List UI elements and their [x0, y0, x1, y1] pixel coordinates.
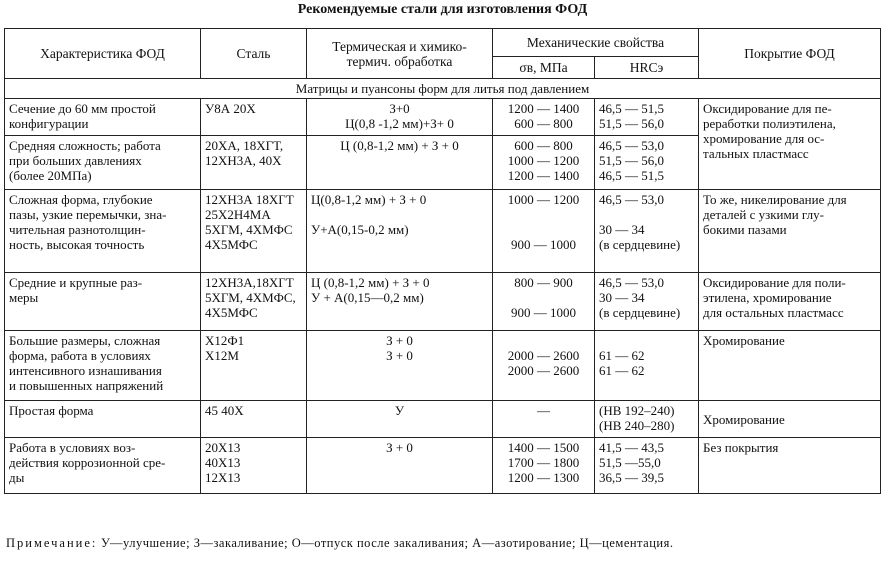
- cell-coating: То же, никелирование для деталей с узкими глу- бокими пазами: [699, 190, 881, 273]
- header-steel: Сталь: [201, 29, 307, 79]
- cell-steel: 12ХН3А,18ХГТ 5ХГМ, 4ХМФС, 4Х5МФС: [201, 273, 307, 331]
- header-coating: Покрытие ФОД: [699, 29, 881, 79]
- section-heading: Матрицы и пуансоны форм для литья под давлением: [5, 79, 881, 99]
- footnote-text: У—улучшение; З—закаливание; О—отпуск после закаливания; А—азотирование; Ц—цементация.: [97, 536, 674, 550]
- cell-sigma: —: [493, 401, 595, 438]
- cell-coating: Хромирование: [699, 401, 881, 438]
- cell-hrc: 46,5 — 51,5 51,5 — 56,0: [595, 99, 699, 136]
- page-title: Рекомендуемые стали для изготовления ФОД: [297, 2, 588, 17]
- cell-hrc: 46,5 — 53,0 51,5 — 56,0 46,5 — 51,5: [595, 136, 699, 190]
- cell-treatment: З+0 Ц(0,8 -1,2 мм)+З+ 0: [307, 99, 493, 136]
- cell-hrc: 46,5 — 53,0 30 — 34 (в сердцевине): [595, 190, 699, 273]
- cell-characteristic: Средняя сложность; работа при больших давлениях (более 20МПа): [5, 136, 201, 190]
- cell-coating: Без покрытия: [699, 438, 881, 494]
- footnote: [6, 536, 673, 551]
- footnote-label: Примечание:: [6, 536, 98, 550]
- cell-hrc: 61 — 62 61 — 62: [595, 331, 699, 401]
- steel-table: [4, 28, 881, 494]
- cell-sigma: 800 — 900 900 — 1000: [493, 273, 595, 331]
- cell-characteristic: Работа в условиях воз- действия коррозионной сре- ды: [5, 438, 201, 494]
- cell-treatment: З + 0: [307, 438, 493, 494]
- table-row: [5, 401, 881, 438]
- cell-coating: Оксидирование для пе- реработки полиэтилена, хромирование для ос- тальных пластмасс: [699, 99, 881, 190]
- header-mechanical: Механические свойства: [493, 29, 699, 57]
- header-hrc: HRCэ: [595, 57, 699, 79]
- table-row: [5, 331, 881, 401]
- cell-hrc: 41,5 — 43,5 51,5 —55,0 36,5 — 39,5: [595, 438, 699, 494]
- table-row: [5, 438, 881, 494]
- cell-sigma: 600 — 800 1000 — 1200 1200 — 1400: [493, 136, 595, 190]
- cell-steel: 20ХА, 18ХГТ, 12ХН3А, 40Х: [201, 136, 307, 190]
- cell-treatment: Ц(0,8-1,2 мм) + З + 0 У+А(0,15-0,2 мм): [307, 190, 493, 273]
- cell-steel: 20Х13 40Х13 12Х13: [201, 438, 307, 494]
- cell-characteristic: Сложная форма, глубокие пазы, узкие перемычки, зна- чительная разнотолщин- ность, высокая точность: [5, 190, 201, 273]
- cell-treatment: Ц (0,8-1,2 мм) + З + 0: [307, 136, 493, 190]
- cell-hrc: 46,5 — 53,0 30 — 34 (в сердцевине): [595, 273, 699, 331]
- cell-sigma: 1400 — 1500 1700 — 1800 1200 — 1300: [493, 438, 595, 494]
- cell-treatment: Ц (0,8-1,2 мм) + З + 0 У + А(0,15—0,2 мм): [307, 273, 493, 331]
- cell-sigma: 2000 — 2600 2000 — 2600: [493, 331, 595, 401]
- cell-characteristic: Простая форма: [5, 401, 201, 438]
- cell-characteristic: Средние и крупные раз- меры: [5, 273, 201, 331]
- table-row: [5, 273, 881, 331]
- cell-steel: 12ХН3А 18ХГТ 25Х2Н4МА 5ХГМ, 4ХМФС 4Х5МФС: [201, 190, 307, 273]
- header-sigma: σв, МПа: [493, 57, 595, 79]
- cell-hrc: (НВ 192–240) (НВ 240–280): [595, 401, 699, 438]
- cell-steel: Х12Ф1 Х12М: [201, 331, 307, 401]
- cell-treatment: У: [307, 401, 493, 438]
- cell-steel: 45 40Х: [201, 401, 307, 438]
- cell-characteristic: Большие размеры, сложная форма, работа в условиях интенсивного изнашивания и повышенных напряжений: [5, 331, 201, 401]
- cell-coating: Хромирование: [699, 331, 881, 401]
- table-row: [5, 190, 881, 273]
- cell-sigma: 1000 — 1200 900 — 1000: [493, 190, 595, 273]
- cell-treatment: З + 0 З + 0: [307, 331, 493, 401]
- cell-coating: Оксидирование для поли- этилена, хромирование для остальных пластмасс: [699, 273, 881, 331]
- header-treatment: Термическая и химико- термич. обработка: [307, 29, 493, 79]
- table-row: [5, 99, 881, 136]
- header-characteristic: Характеристика ФОД: [5, 29, 201, 79]
- cell-sigma: 1200 — 1400 600 — 800: [493, 99, 595, 136]
- cell-steel: У8А 20Х: [201, 99, 307, 136]
- cell-characteristic: Сечение до 60 мм простой конфигурации: [5, 99, 201, 136]
